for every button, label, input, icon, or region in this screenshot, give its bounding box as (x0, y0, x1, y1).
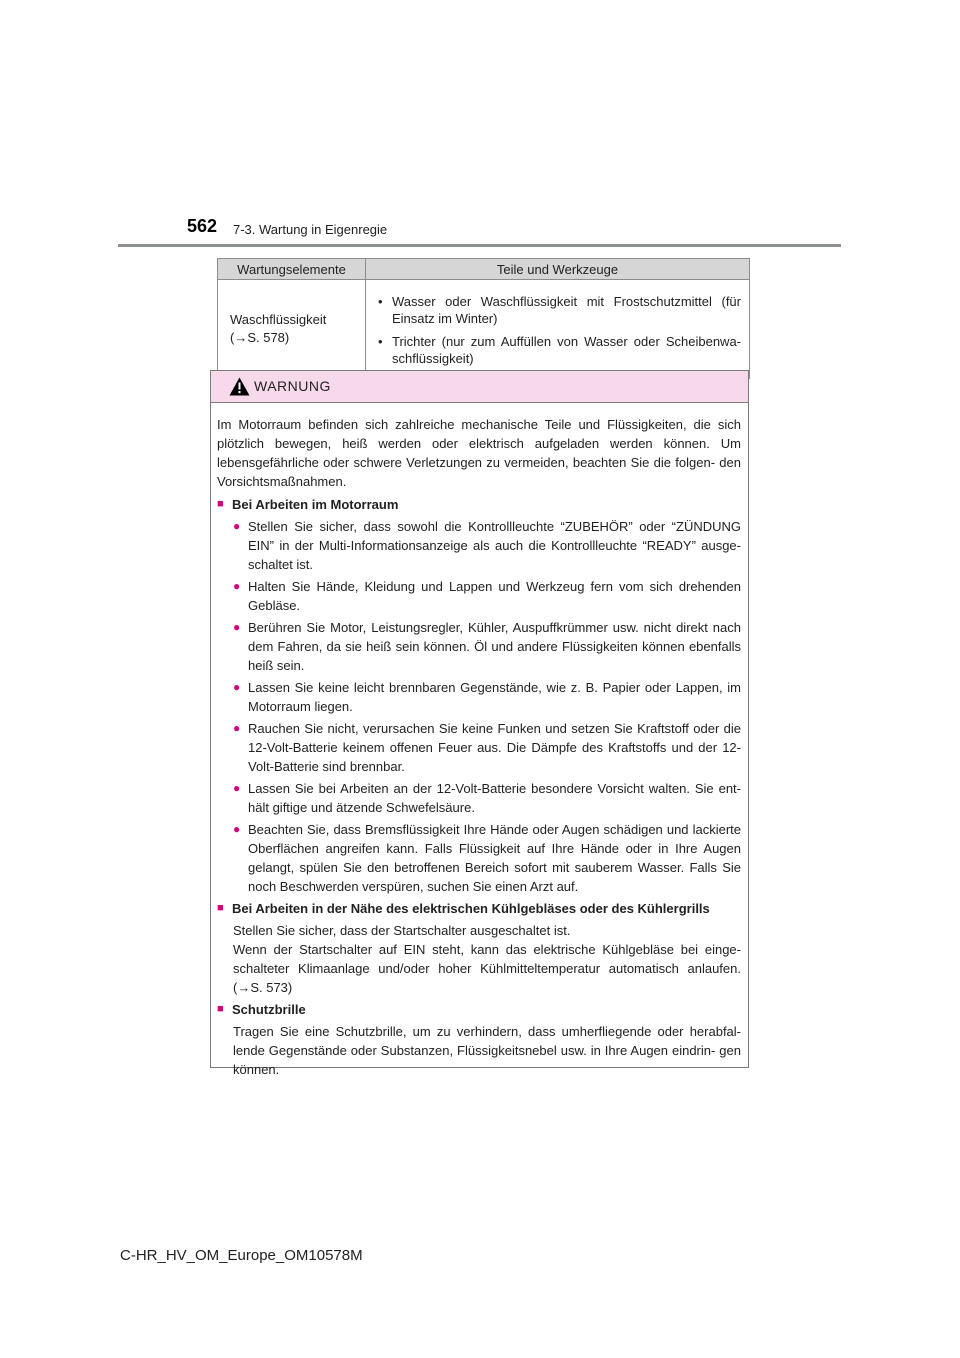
section-title: 7-3. Wartung in Eigenregie (233, 222, 388, 237)
section-heading-text: Bei Arbeiten im Motorraum (232, 497, 399, 512)
warning-box (210, 370, 749, 1077)
section-heading (217, 495, 741, 514)
circle-bullet-icon: ● (233, 579, 241, 593)
circle-bullet-icon: ● (233, 822, 241, 836)
list-item (217, 678, 741, 716)
warning-body (211, 403, 748, 1079)
list-item (217, 719, 741, 776)
list-item (217, 517, 741, 574)
circle-bullet-icon: ● (233, 680, 241, 694)
circle-bullet-icon: ● (233, 519, 241, 533)
list-item-text: Halten Sie Hände, Kleidung und Lappen und Werkzeug fern vom sich drehenden Gebläse. (248, 579, 741, 613)
section-heading (217, 1000, 741, 1019)
maintenance-table (217, 258, 750, 379)
column-header-items: Wartungselemente (218, 259, 366, 280)
list-item-text: Stellen Sie sicher, dass sowohl die Kontrollleuchte “ZUBEHÖR” oder “ZÜNDUNG EIN” in der Multi-Informationsanzeige als auch die Kontrollleuchte “READY” ausge- schaltet ist. (248, 519, 741, 572)
paragraph-line: Wenn der Startschalter auf EIN steht, kann das elektrische Kühlgebläse bei einge- schalteter Klimaanlage und/oder hoher Kühlmitteltemperatur automatisch anlaufen. (→S. 573) (233, 942, 741, 995)
tool-item: • Trichter (nur zum Auffüllen von Wasser oder Scheibenwa- schflüssigkeit) (378, 334, 741, 366)
list-item-text: Rauchen Sie nicht, verursachen Sie keine Funken und setzen Sie Kraftstoff oder die 12-Volt-Batterie keinem offenen Feuer aus. Die Dämpfe des Kraftstoffs und der 12-Volt-Batterie sind brennbar. (248, 721, 741, 774)
header-rule (118, 244, 841, 247)
list-item (217, 577, 741, 615)
list-item (217, 779, 741, 817)
document-id: C-HR_HV_OM_Europe_OM10578M (120, 1247, 363, 1264)
list-item (217, 820, 741, 896)
list-item-text: Berühren Sie Motor, Leistungsregler, Kühler, Auspuffkrümmer usw. nicht direkt nach dem Fahren, da sie heiß sein können. Öl und andere Flüssigkeiten können ebenfalls heiß sein. (248, 620, 741, 673)
circle-bullet-icon: ● (233, 620, 241, 634)
warning-header (211, 371, 748, 403)
list-item (217, 618, 741, 675)
warning-title: WARNUNG (254, 378, 331, 394)
column-header-tools: Teile und Werkzeuge (366, 259, 750, 280)
list-item-text: Lassen Sie bei Arbeiten an der 12-Volt-Batterie besondere Vorsicht walten. Sie ent- hält giftige und ätzende Schwefelsäure. (248, 781, 741, 815)
page-number: 562 (187, 216, 218, 236)
paragraph-line: Stellen Sie sicher, dass der Startschalter ausgeschaltet ist. (233, 923, 571, 938)
item-cell (218, 280, 366, 379)
paragraph: Tragen Sie eine Schutzbrille, um zu verhindern, dass umherfliegende oder herabfal- lende Gegenstände oder Substanzen, Flüssigkeitsnebel usw. in Ihre Augen eindrin- gen können. (233, 1024, 741, 1077)
list-item-text: Lassen Sie keine leicht brennbaren Gegenstände, wie z. B. Papier oder Lappen, im Motorraum liegen. (248, 680, 741, 714)
section-heading-text: Schutzbrille (232, 1002, 306, 1017)
square-bullet-icon: ■ (217, 498, 224, 510)
warning-intro: Im Motorraum befinden sich zahlreiche mechanische Teile und Flüssigkeiten, die sich plötzlich bewegen, heiß werden oder elektrisch aufgeladen werden können. Um lebensgefährliche oder schwere Verletzungen zu vermeiden, beachten Sie die folgen- den Vorsichtsmaßnahmen. (217, 417, 741, 489)
tool-text: Wasser oder Waschflüssigkeit mit Frostschutzmittel (für Einsatz im Winter) (392, 294, 741, 326)
section-heading (217, 899, 741, 918)
paragraph (217, 921, 741, 997)
list-item-text: Beachten Sie, dass Bremsflüssigkeit Ihre Hände oder Augen schädigen und lackierte Oberflächen angreifen kann. Falls Flüssigkeit auf Ihre Hände oder in Ihre Augen gelangt, spülen Sie den betroffenen Bereich sofort mit sauberem Wasser. Falls Sie noch Beschwerden verspüren, suchen Sie einen Arzt auf. (248, 822, 741, 894)
circle-bullet-icon: ● (233, 781, 241, 795)
table-header-row (218, 259, 750, 280)
circle-bullet-icon: ● (233, 721, 241, 735)
square-bullet-icon: ■ (217, 902, 224, 914)
tool-item: • Wasser oder Waschflüssigkeit mit Frostschutzmittel (für Einsatz im Winter) (378, 294, 741, 326)
tool-text: Trichter (nur zum Auffüllen von Wasser oder Scheibenwa- schflüssigkeit) (392, 334, 741, 366)
tools-cell (366, 280, 750, 379)
warning-triangle-icon (229, 377, 250, 396)
square-bullet-icon: ■ (217, 1003, 224, 1015)
section-heading-text: Bei Arbeiten in der Nähe des elektrischen Kühlgebläses oder des Kühlergrills (232, 901, 710, 916)
item-name: Waschflüssigkeit (230, 312, 327, 327)
item-page-ref: (→S. 578) (230, 330, 290, 345)
table-row (218, 280, 750, 379)
